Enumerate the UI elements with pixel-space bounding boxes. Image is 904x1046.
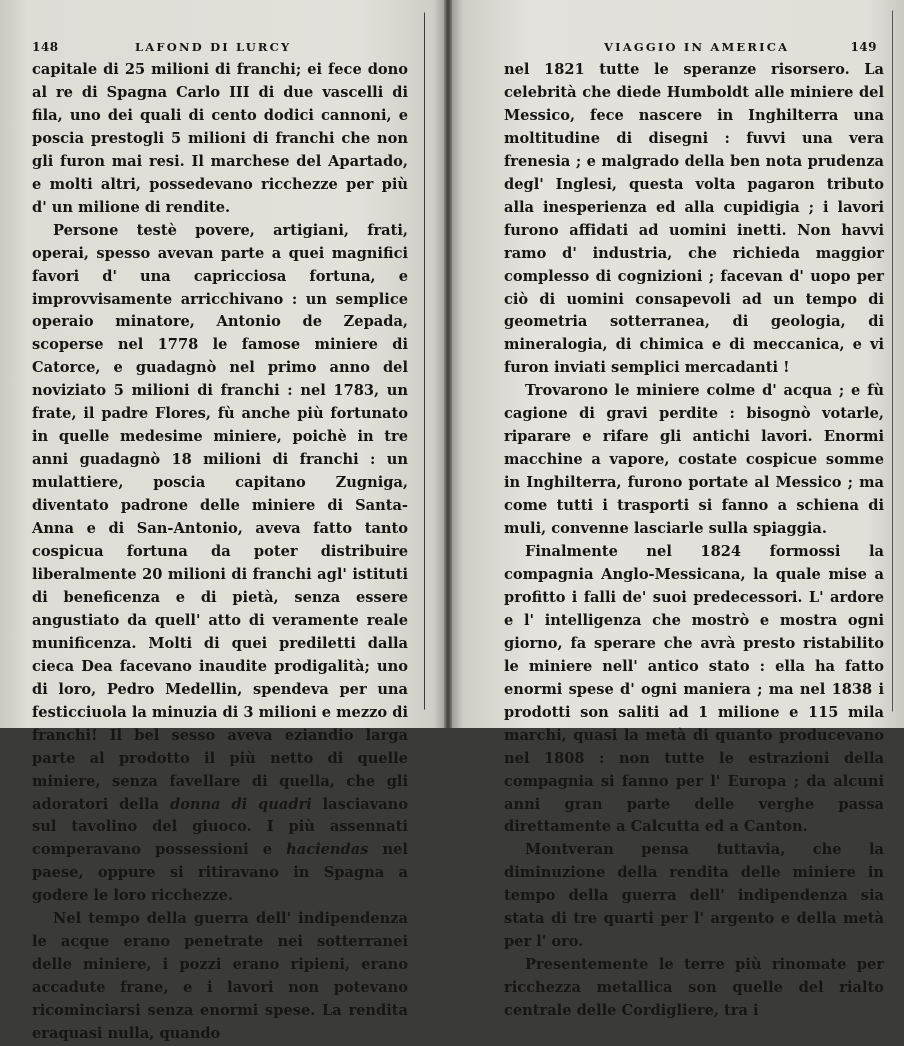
italic-text: haciendas — [286, 841, 369, 859]
text-run: capitale di 25 milioni di franchi; ei fece dono al re di Spagna Carlo III di due vascelli di fila, uno dei quali di cento dodici cannoni, e poscia prestogli 5 milioni di franchi che non gli furon mai resi. Il marchese del Apartado, e molti altri, possedevano ricchezze per più d' un milione di rendite. — [32, 61, 408, 216]
running-header — [507, 40, 883, 58]
text-run: Persone testè povere, artigiani, frati, operai, spesso avevan parte a quei magnifici favori d' una capricciosa fortuna, e improvvisamente arricchivano : un semplice operaio minatore, Antonio de Zepada, scoperse nel 1778 le famose miniere di Catorce, e guadagnò nel primo anno del noviziato 5 milioni di franchi : nel 1783, un frate, il padre Flores, fù anche più fortunato in quelle medesime miniere, poichè in tre anni guadagnò 18 milioni di franchi : un mulattiere, poscia capitano Zugniga, diventato padrone delle miniere di Santa-Anna e di San-Antonio, aveva fatto tanto cospicua fortuna da poter distribuire liberalmente 20 milioni di franchi agl' istituti di beneficenza e di pietà, senza essere angustiato da quell' atto di veramente reale munificenza. Molti di quei prediletti dalla cieca Dea facevano inaudite prodigalità; uno di loro, Pedro Medellin, spendeva per una festicciuola la minuzia di 3 milioni e mezzo di franchi! Il bel sesso aveva eziandio larga parte al prodotto il più netto di quelle miniere, senza favellare di quella, che gli adoratori della — [32, 221, 408, 813]
text-run: nel 1821 tutte le speranze risorsero. La celebrità che diede Humboldt alle miniere del Messico, fece nascere in Inghilterra una moltitudine di disegni : fuvvi una vera frenesia ; e malgrado della ben nota prudenza degl' Inglesi, questa volta pagaron tributo alla inesperienza ed alla cupidigia ; i lavori furono affidati ad uomini inetti. Non havvi ramo d' industria, che richieda maggior complesso di cognizioni ; facevan d' uopo per ciò di uomini consapevoli ad un tempo di geometria sotterranea, di geologia, di mineralogia, di chimica e di meccanica, e vi furon inviati semplici mercadanti ! — [504, 61, 884, 377]
paragraph — [504, 380, 884, 541]
paragraph — [504, 839, 884, 954]
text-run: lasciavano sul tavolino del giuoco. I più assennati comperavano possessioni e — [32, 795, 408, 859]
page-number: 148 — [32, 40, 59, 54]
text-run: Presentemente le terre più rinomate per ricchezza metallica son quelle del rialto centrale delle Cordigliere, tra i — [504, 956, 884, 1020]
italic-text: donna di quadri — [169, 795, 312, 813]
body-text — [504, 59, 884, 1023]
book-gutter — [444, 0, 452, 728]
text-run: Nel tempo della guerra dell' indipendenza le acque erano penetrate nei sotterranei delle miniere, i pozzi erano ripieni, erano accadute frane, e i lavori non potevano ricominciarsi senza enormi spese. La rendita eraquasi nulla, quando — [32, 910, 408, 1043]
page-number: 149 — [850, 40, 877, 54]
paragraph — [504, 954, 884, 1023]
paragraph — [32, 908, 408, 1046]
text-run: nel paese, oppure si ritiravano in Spagna a godere le loro ricchezze. — [32, 841, 408, 905]
text-run: Finalmente nel 1824 formossi la compagnia Anglo-Messicana, la quale mise a profitto i falli de' suoi predecessori. L' ardore e l' intelligenza che mostrò e mostra ogni giorno, fa sperare che avrà presto ristabilito le miniere nell' antico stato : ella ha fatto enormi spese d' ogni maniera ; ma nel 1838 i prodotti son saliti ad 1 milione e 115 mila marchi, quasi la metà di quanto producevano nel 1808 : non tutte le estrazioni della compagnia si fanno per l' Europa ; da alcuni anni gran parte delle verghe passa direttamente a Calcutta ed a Canton. — [504, 543, 884, 836]
running-head-title: VIAGGIO IN AMERICA — [604, 40, 790, 54]
text-run: Trovarono le miniere colme d' acqua ; e fù cagione di gravi perdite : bisognò votarle, riparare e rifare gli antichi lavori. Enormi macchine a vapore, costate cospicue somme in Inghilterra, furono portate al Messico ; ma come tutti i trasporti si fanno a schiena di muli, convenne lasciarle sulla spiaggia. — [504, 382, 884, 538]
text-run: Montveran pensa tuttavia, che la diminuzione della rendita delle miniere in tempo della guerra dell' indipendenza sia stata di tre quarti per l' argento e della metà per l' oro. — [504, 841, 884, 951]
body-text — [32, 59, 408, 1046]
paragraph — [504, 59, 884, 380]
paragraph — [32, 59, 408, 220]
running-header — [32, 40, 404, 58]
left-page — [0, 0, 447, 1043]
running-head-title: LAFOND DI LURCY — [135, 40, 292, 54]
paragraph — [504, 541, 884, 839]
right-page — [449, 0, 904, 1020]
paragraph — [32, 220, 408, 909]
